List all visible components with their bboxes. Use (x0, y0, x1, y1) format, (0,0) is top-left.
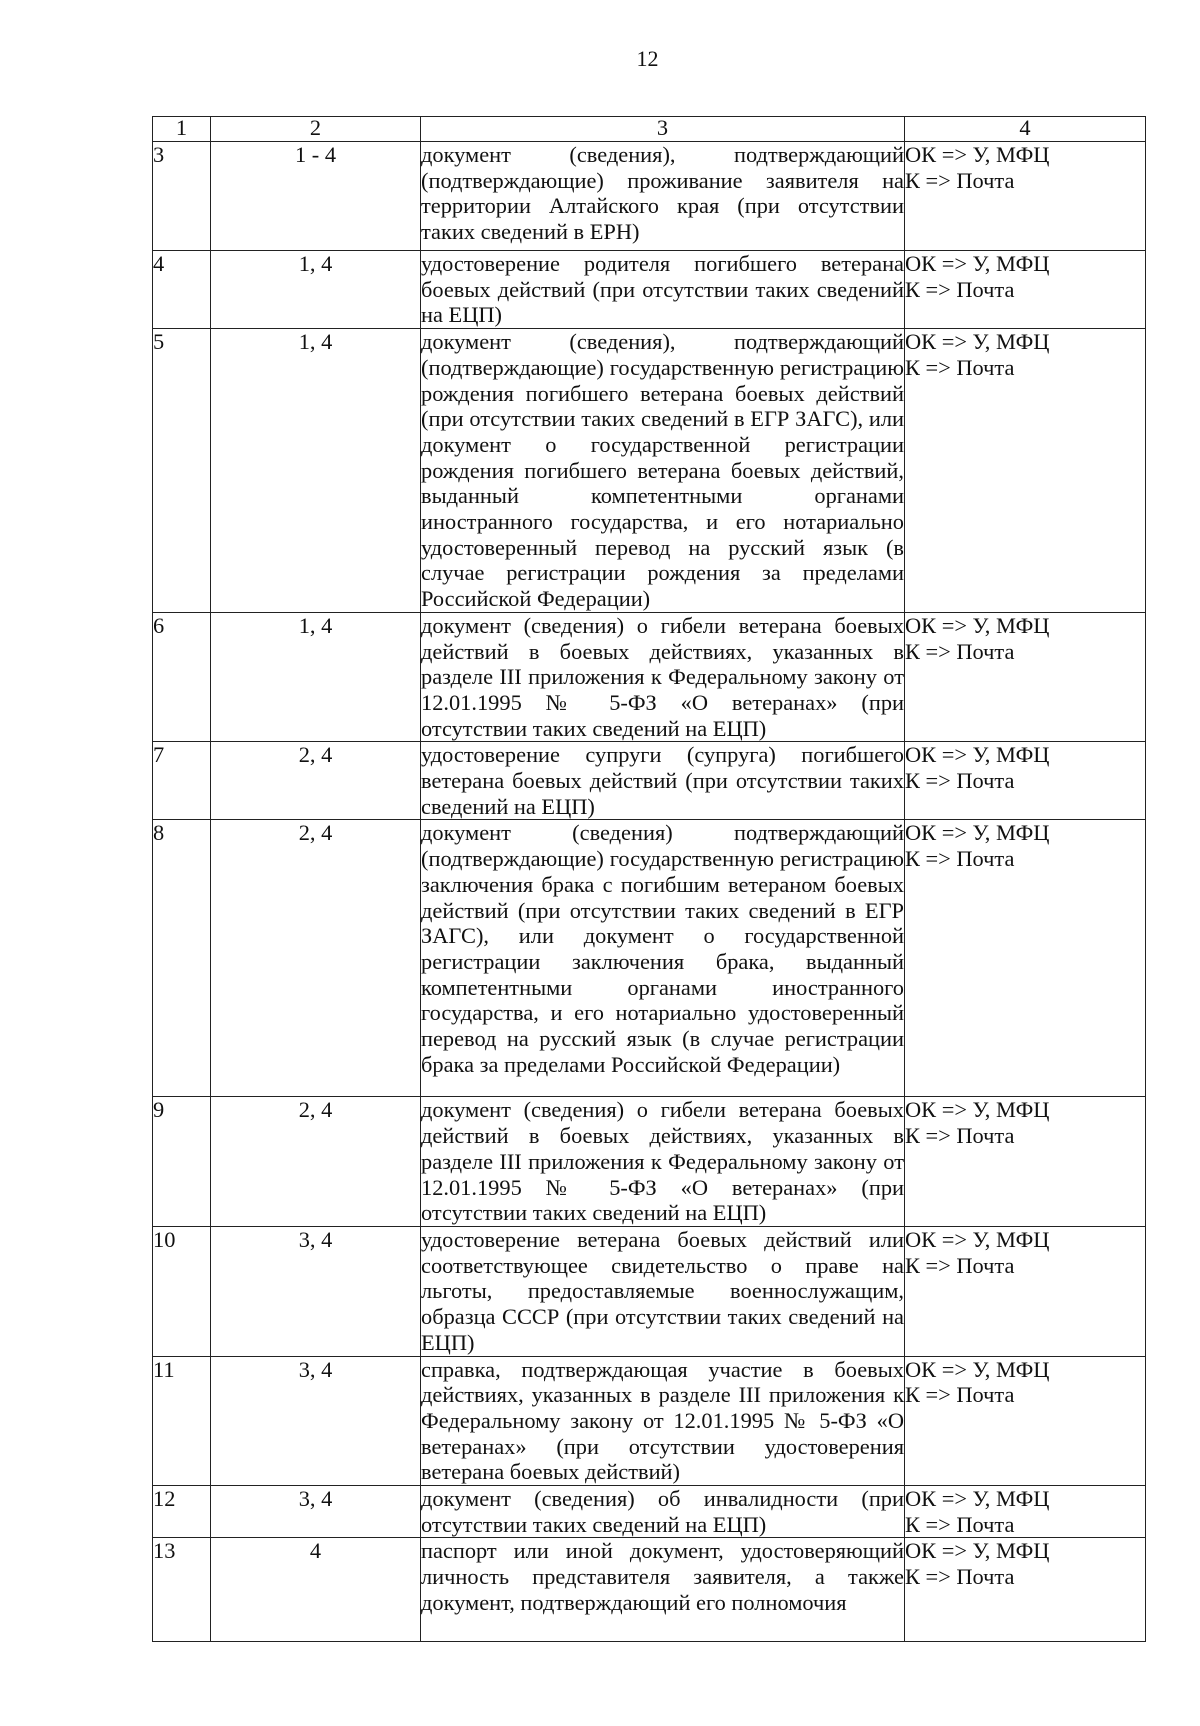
row-route (905, 329, 1146, 613)
table-row (153, 612, 1146, 742)
table-row (153, 742, 1146, 820)
table-header (153, 117, 1146, 142)
route-line-2: К => Почта (905, 768, 1015, 794)
route-line-2: К => Почта (905, 276, 1015, 302)
route-line-2: К => Почта (905, 1511, 1015, 1537)
route-line-2: К => Почта (905, 167, 1015, 193)
route-line-1: ОК => У, МФЦ (905, 1486, 1050, 1512)
row-description: документ (сведения) о гибели ветерана боевых действий в боевых действиях, указанных в разделе III приложения к Федеральному закону от 12.01.1995 № 5-ФЗ «О ветеранах» (при отсутствии таких сведений на ЕЦП) (421, 1097, 904, 1226)
table-row (153, 1538, 1146, 1642)
row-columns: 3, 4 (211, 1486, 421, 1538)
row-number: 4 (153, 251, 211, 329)
route-line-2: К => Почта (905, 1382, 1015, 1408)
route-line-1: ОК => У, МФЦ (905, 1538, 1050, 1564)
route-line-2: К => Почта (905, 354, 1015, 380)
row-route (905, 1226, 1146, 1356)
route-line-2: К => Почта (905, 638, 1015, 664)
row-number: 12 (153, 1486, 211, 1538)
route-line-1: ОК => У, МФЦ (905, 329, 1050, 355)
row-description: удостоверение ветерана боевых действий или соответствующее свидетельство о праве на льготы, предоставляемые военнослужащим, образца СССР (при отсутствии таких сведений на ЕЦП) (421, 1226, 904, 1355)
table-row (153, 1097, 1146, 1227)
header-col-1: 1 (153, 117, 211, 142)
row-number: 13 (153, 1538, 211, 1642)
row-number: 5 (153, 329, 211, 613)
row-columns: 2, 4 (211, 1097, 421, 1227)
row-number: 6 (153, 612, 211, 742)
route-line-2: К => Почта (905, 1564, 1015, 1590)
table-row (153, 1226, 1146, 1356)
row-route (905, 142, 1146, 251)
row-number: 10 (153, 1226, 211, 1356)
row-description: удостоверение родителя погибшего ветерана боевых действий (при отсутствии таких сведений на ЕЦП) (421, 251, 904, 328)
row-number: 3 (153, 142, 211, 251)
row-columns: 2, 4 (211, 820, 421, 1097)
route-line-1: ОК => У, МФЦ (905, 1356, 1050, 1382)
row-columns: 1, 4 (211, 329, 421, 613)
row-number: 8 (153, 820, 211, 1097)
row-columns: 1, 4 (211, 612, 421, 742)
page-number: 12 (636, 46, 659, 71)
row-description: документ (сведения), подтверждающий (подтверждающие) проживание заявителя на территории Алтайского края (при отсутствии таких сведений в ЕРН) (421, 142, 905, 251)
route-line-1: ОК => У, МФЦ (905, 251, 1050, 276)
route-line-2: К => Почта (905, 846, 1015, 872)
route-line-1: ОК => У, МФЦ (905, 1097, 1050, 1123)
documents-table (152, 116, 1146, 1642)
row-route (905, 1538, 1146, 1642)
row-columns: 3, 4 (211, 1226, 421, 1356)
route-line-1: ОК => У, МФЦ (905, 742, 1050, 768)
row-description: документ (сведения) об инвалидности (при отсутствии таких сведений на ЕЦП) (421, 1486, 904, 1537)
route-line-2: К => Почта (905, 1123, 1015, 1149)
row-route (905, 742, 1146, 820)
row-columns: 2, 4 (211, 742, 421, 820)
route-line-1: ОК => У, МФЦ (905, 612, 1050, 638)
table-row (153, 1486, 1146, 1538)
row-columns: 3, 4 (211, 1356, 421, 1486)
route-line-2: К => Почта (905, 1252, 1015, 1278)
row-route (905, 820, 1146, 1097)
row-description: документ (сведения) о гибели ветерана боевых действий в боевых действиях, указанных в разделе III приложения к Федеральному закону от 12.01.1995 № 5-ФЗ «О ветеранах» (при отсутствии таких сведений на ЕЦП) (421, 612, 904, 741)
table-row (153, 142, 1146, 251)
header-col-3: 3 (421, 117, 905, 142)
row-columns: 1 - 4 (211, 142, 421, 251)
row-description: справка, подтверждающая участие в боевых действиях, указанных в разделе III приложения к Федеральному закону от 12.01.1995 № 5-ФЗ «О ветеранах» (при отсутствии удостоверения ветерана боевых действий) (421, 1356, 904, 1485)
table-row (153, 820, 1146, 1097)
row-route (905, 612, 1146, 742)
route-line-1: ОК => У, МФЦ (905, 820, 1050, 846)
row-columns: 1, 4 (211, 251, 421, 329)
route-line-1: ОК => У, МФЦ (905, 142, 1050, 167)
row-columns: 4 (211, 1538, 421, 1642)
header-col-2: 2 (211, 117, 421, 142)
row-number: 7 (153, 742, 211, 820)
row-route (905, 1486, 1146, 1538)
row-route (905, 1097, 1146, 1227)
row-route (905, 251, 1146, 329)
row-description: документ (сведения) подтверждающий (подтверждающие) государственную регистрацию заключения брака с погибшим ветераном боевых действий (при отсутствии таких сведений в ЕГР ЗАГС), или документ о государственной регистрации заключения брака, выданный компетентными органами иностранного государства, и его нотариально удостоверенный перевод на русский язык (в случае регистрации брака за пределами Российской Федерации) (421, 820, 905, 1097)
route-line-1: ОК => У, МФЦ (905, 1226, 1050, 1252)
table-row (153, 329, 1146, 613)
header-col-4: 4 (905, 117, 1146, 142)
row-description: документ (сведения), подтверждающий (подтверждающие) государственную регистрацию рождения погибшего ветерана боевых действий (при отсутствии таких сведений в ЕГР ЗАГС), или документ о государственной регистрации рождения погибшего ветерана боевых действий, выданный компетентными органами иностранного государства, и его нотариально удостоверенный перевод на русский язык (в случае регистрации рождения за пределами Российской Федерации) (421, 329, 904, 612)
row-number: 11 (153, 1356, 211, 1486)
table-row (153, 1356, 1146, 1486)
table-body (153, 142, 1146, 1642)
row-route (905, 1356, 1146, 1486)
row-description: удостоверение супруги (супруга) погибшего ветерана боевых действий (при отсутствии таких сведений на ЕЦП) (421, 742, 904, 819)
row-description: паспорт или иной документ, удостоверяющий личность представителя заявителя, а также документ, подтверждающий его полномочия (421, 1538, 905, 1642)
row-number: 9 (153, 1097, 211, 1227)
table-row (153, 251, 1146, 329)
